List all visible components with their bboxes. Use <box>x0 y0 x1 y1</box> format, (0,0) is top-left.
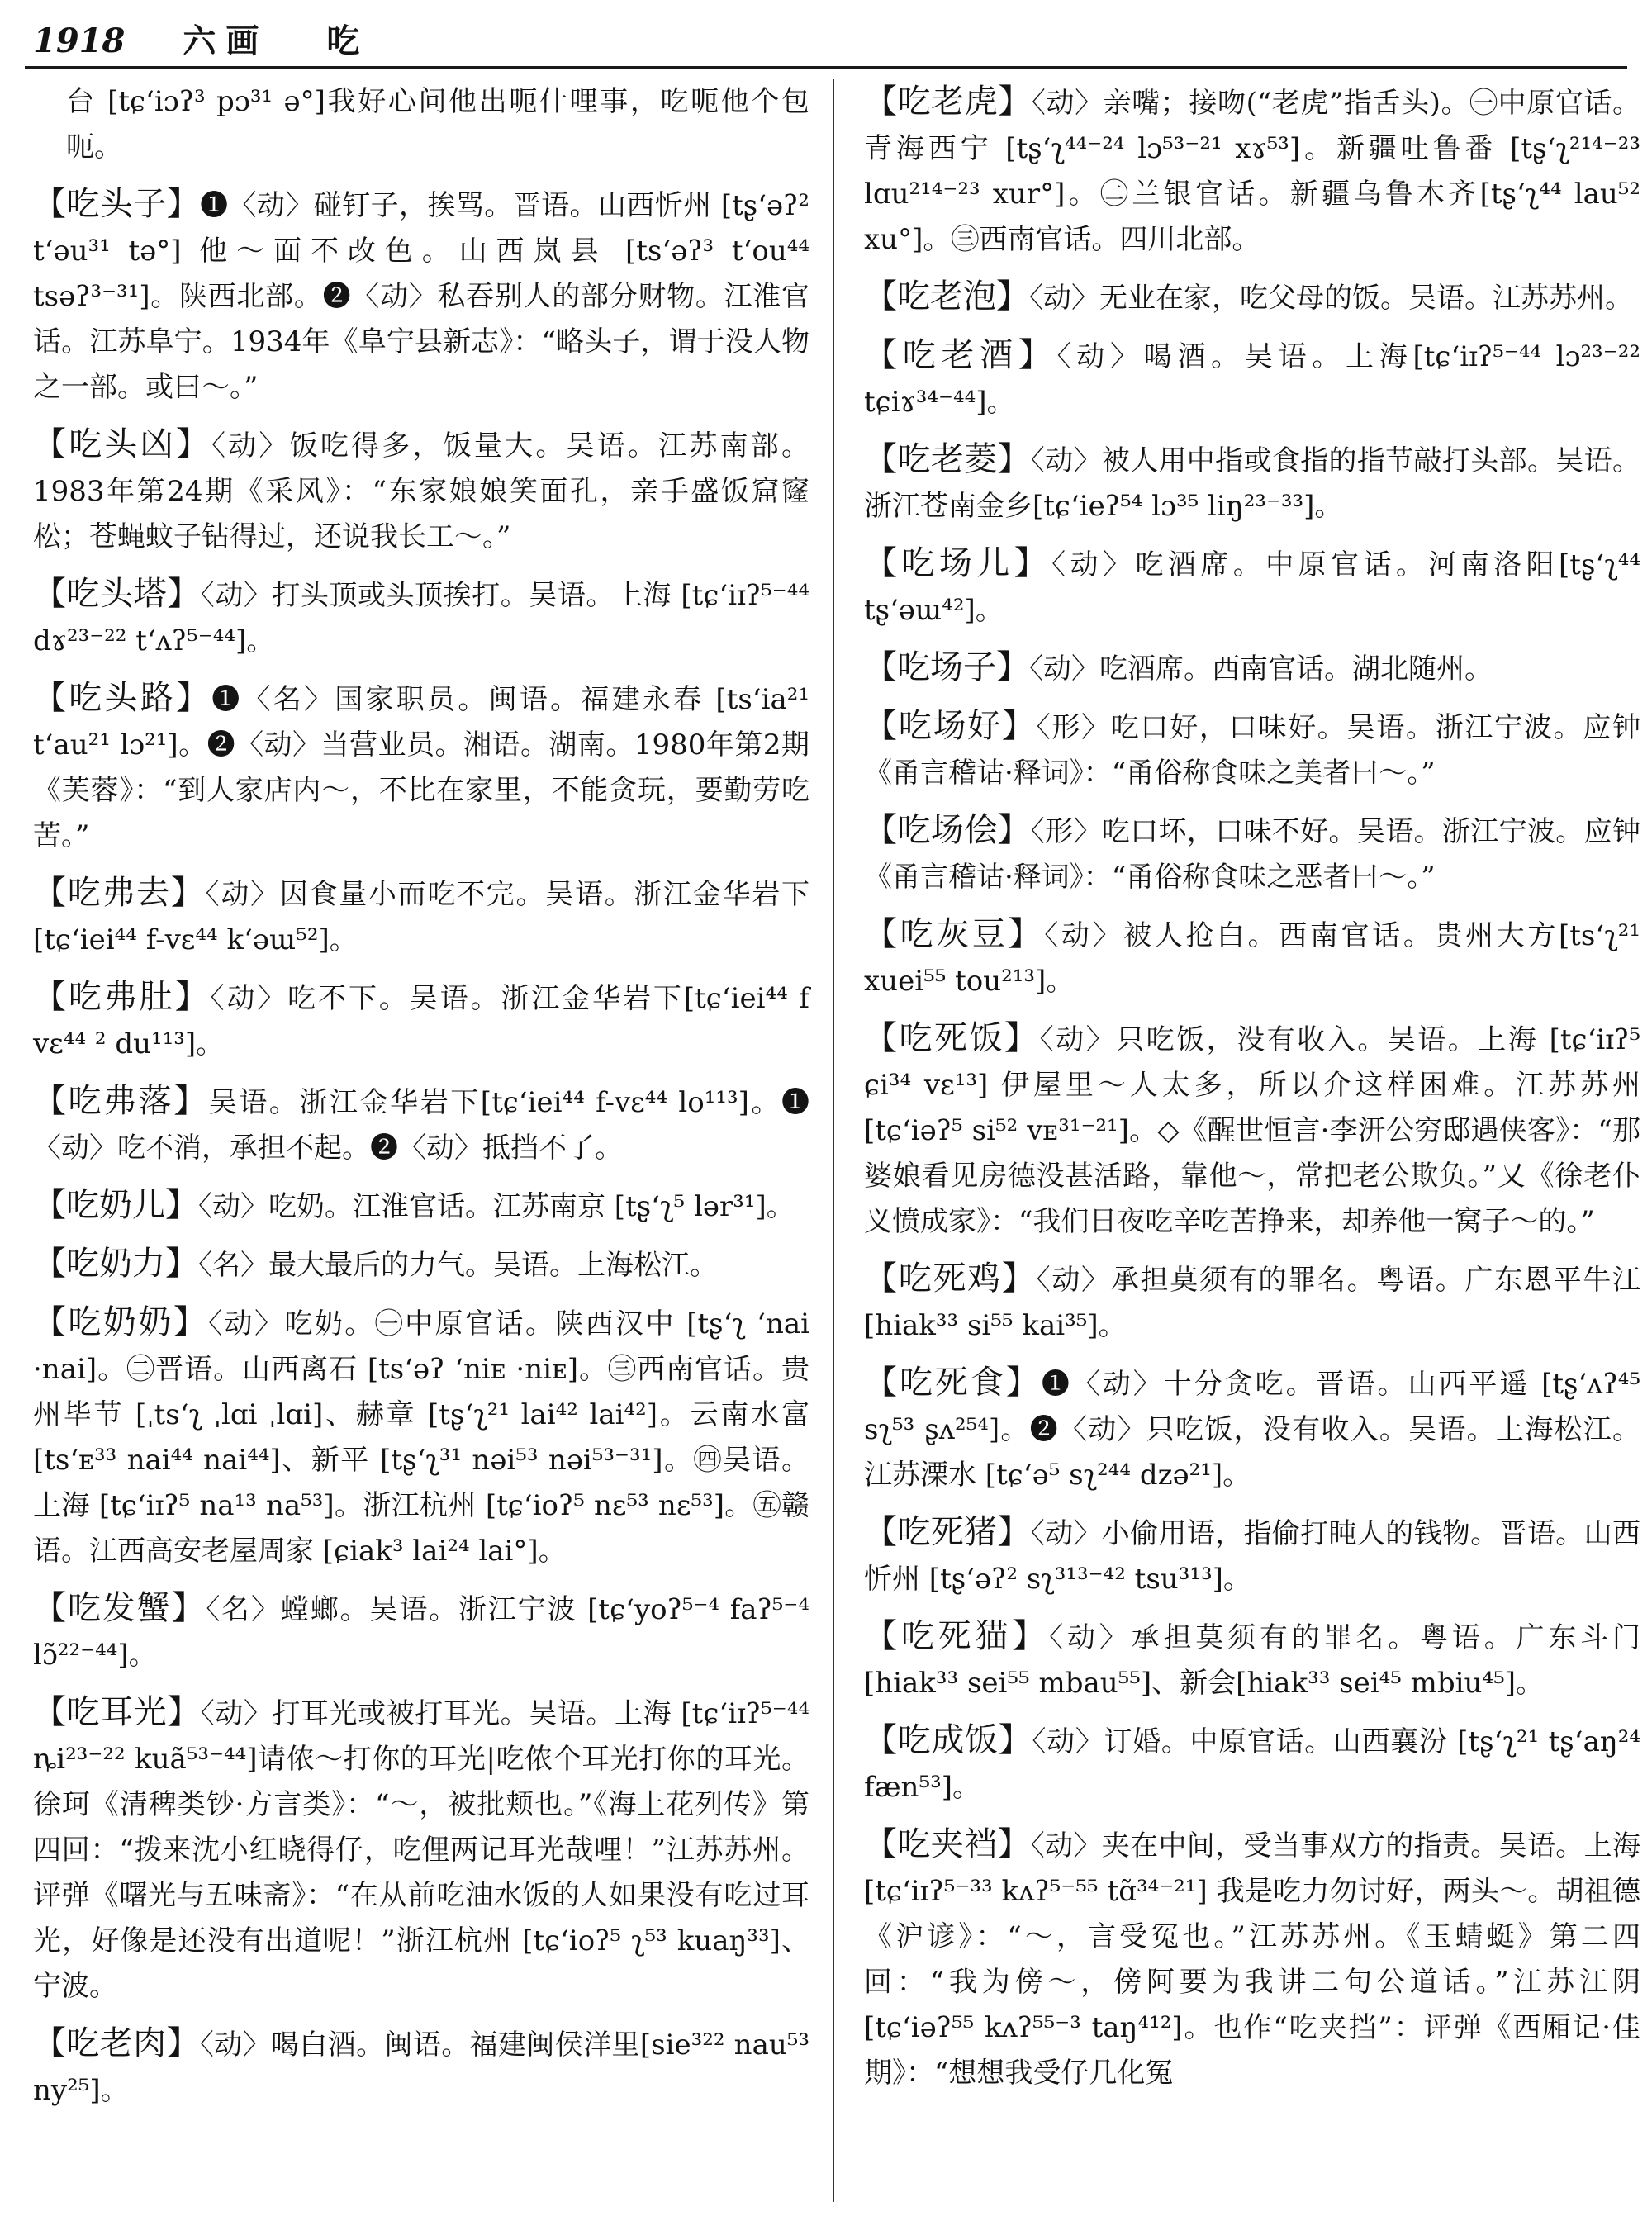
entry-definition: 〈动〉亲嘴；接吻(“老虎”指舌头)。㊀中原官话。青海西宁 [tʂʻʅ⁴⁴⁻²⁴ lɔ⁵³⁻²¹ xɤ⁵³]。新疆吐鲁番 [tʂʻʅ²¹⁴⁻²³ lɑu²¹⁴⁻²³ xur°]。㊁兰银官话。新疆乌鲁木齐[tʂʻʅ⁴⁴ lau⁵² xu°]。㊂西南官话。四川北部。 <box>864 87 1641 256</box>
entry-headword: 【吃头路】 <box>33 679 212 717</box>
entry-definition: 〈动〉承担莫须有的罪名。粤语。广东恩平牛江 [hiak³³ si⁵⁵ kai³⁵]。 <box>864 1264 1641 1342</box>
dictionary-entry <box>864 704 1640 796</box>
entry-headword: 【吃死食】 <box>864 1364 1042 1402</box>
entry-definition: 〈名〉最大最后的力气。吴语。上海松江。 <box>198 1249 718 1282</box>
entry-definition: 〈动〉喝酒。吴语。上海[tɕʻiɪʔ⁵⁻⁴⁴ lɔ²³⁻²² tɕiɤ³⁴⁻⁴⁴]。 <box>864 340 1640 419</box>
entry-headword: 【吃场好】 <box>864 707 1037 745</box>
left-entries <box>33 182 809 2114</box>
entry-definition: 〈动〉被人用中指或食指的指节敲打头部。吴语。浙江苍南金乡[tɕʻieʔ⁵⁴ lɔ³⁵ liŋ²³⁻³³]。 <box>864 444 1641 523</box>
dictionary-entry <box>33 676 809 859</box>
entry-definition: ❶〈动〉十分贪吃。晋语。山西平遥 [tʂʻʌʔ⁴⁵ sʅ⁵³ ʂʌ²⁵⁴]。❷〈动〉只吃饭，没有收入。吴语。上海松江。江苏溧水 [tɕʻə⁵ sʅ²⁴⁴ dzə²¹]。 <box>864 1368 1640 1492</box>
entry-headword: 【吃场子】 <box>864 648 1029 686</box>
entry-definition: 〈动〉饭吃得多，饭量大。吴语。江苏南部。1983年第24期《采风》：“东家娘娘笑面孔，亲手盛饭窟窿松；苍蝇蚊子钻得过，还说我长工～。” <box>33 429 810 553</box>
dictionary-entry <box>864 541 1640 633</box>
entry-definition: 〈形〉吃口坏，口味不好。吴语。浙江宁波。应钟《甬言稽诂·释词》：“甬俗称食味之恶者曰～。” <box>864 815 1641 894</box>
dictionary-entry <box>33 2021 809 2114</box>
header-character: 吃 <box>326 21 360 60</box>
entry-headword: 【吃死猪】 <box>864 1513 1031 1551</box>
dictionary-entry <box>864 912 1640 1004</box>
dictionary-entry <box>33 871 809 963</box>
entry-headword: 【吃夹裆】 <box>864 1825 1031 1863</box>
dictionary-entry <box>864 333 1640 425</box>
entry-definition: 〈动〉吃酒席。中原官话。河南洛阳[tʂʻʅ⁴⁴ tʂʻəɯ⁴²]。 <box>864 548 1641 627</box>
entry-definition: 〈动〉只吃饭，没有收入。吴语。上海 [tɕʻiɪʔ⁵ ɕi³⁴ vɛ¹³] 伊屋里～人太多，所以介这样困难。江苏苏州 [tɕʻiəʔ⁵ si⁵² vᴇ³¹⁻²¹]。◇《醒世恒言·李汧公穷邸遇侠客》：“那婆娘看见房德没甚活路，靠他～，常把老公欺负。”又《徐老仆义愤成家》：“我们日夜吃辛吃苦挣来，却养他一窝子～的。” <box>864 1023 1641 1238</box>
entry-headword: 【吃老泡】 <box>864 278 1029 316</box>
dictionary-entry <box>33 422 809 560</box>
dictionary-entry <box>33 572 809 664</box>
dictionary-entry <box>33 1300 809 1574</box>
dictionary-entry <box>33 975 809 1067</box>
dictionary-entry <box>864 79 1640 263</box>
left-column <box>33 79 809 2125</box>
entry-headword: 【吃死饭】 <box>864 1019 1040 1057</box>
entry-definition: 〈动〉夹在中间，受当事双方的指责。吴语。上海 [tɕʻiɪʔ⁵⁻³³ kʌʔ⁵⁻⁵⁵ tɑ̃³⁴⁻²¹] 我是吃力勿讨好，两头～。胡祖德《沪谚》：“～，言受冤也。”江苏苏州。《玉蜻蜓》第二四回：“我为傍～，傍阿要为我讲二句公道话。”江苏江阴 [tɕʻiəʔ⁵⁵ kʌʔ⁵⁵⁻³ taŋ⁴¹²]。也作“吃夹挡”：评弹《西厢记·佳期》：“想想我受仔几化冤 <box>864 1829 1641 2090</box>
dictionary-entry <box>864 808 1640 900</box>
entry-headword: 【吃奶奶】 <box>33 1303 209 1341</box>
entry-headword: 【吃老肉】 <box>33 2024 200 2062</box>
entry-definition: 〈动〉小偷用语，指偷打盹人的钱物。晋语。山西忻州 [tʂʻəʔ² sʅ³¹³⁻⁴² tsu³¹³]。 <box>864 1517 1641 1596</box>
entry-headword: 【吃老菱】 <box>864 440 1031 478</box>
dictionary-entry <box>864 1614 1640 1706</box>
entry-definition: 〈动〉吃奶。㊀中原官话。陕西汉中 [tʂʻʅ ʻnai ·nai]。㊁晋语。山西离石 [tsʻəʔ ʻniᴇ ·niᴇ]。㊂西南官话。贵州毕节 [ˌtsʻʅ ˌlɑi ˌlɑi]、赫章 [tʂʻʅ²¹ lai⁴² lai⁴²]。云南水富[tsʻᴇ³³ nai⁴⁴ nai⁴⁴]、新平 [tʂʻʅ³¹ nəi⁵³ nəi⁵³⁻³¹]。㊃吴语。上海 [tɕʻiɪʔ⁵ na¹³ na⁵³]。浙江杭州 [tɕʻioʔ⁵ nɛ⁵³ nɛ⁵³]。㊄赣语。江西高安老屋周家 [ɕiak³ lai²⁴ lai°]。 <box>33 1307 810 1568</box>
entry-definition: ❶〈动〉碰钉子，挨骂。晋语。山西忻州 [tʂʻəʔ² tʻəu³¹ tə°] 他～面不改色。山西岚县 [tsʻəʔ³ tʻou⁴⁴ tsəʔ³⁻³¹]。陕西北部。❷〈动〉私吞别人的部分财物。江淮官话。江苏阜宁。1934年《阜宁县新志》：“略头子，谓于没人物之一部。或曰～。” <box>33 189 809 404</box>
entry-headword: 【吃成饭】 <box>864 1721 1032 1759</box>
entry-headword: 【吃奶力】 <box>33 1245 198 1283</box>
entry-headword: 【吃弗去】 <box>33 874 206 912</box>
dictionary-entry <box>33 1079 809 1171</box>
entry-headword: 【吃发蟹】 <box>33 1589 206 1627</box>
dictionary-entry <box>864 1510 1640 1602</box>
entry-definition: 〈动〉吃不下。吴语。浙江金华岩下[tɕʻiei⁴⁴ f vɛ⁴⁴ ² du¹¹³]。 <box>33 982 810 1060</box>
dictionary-entry <box>33 1690 809 2009</box>
entry-headword: 【吃奶儿】 <box>33 1186 198 1224</box>
entry-definition: 〈动〉吃奶。江淮官话。江苏南京 [tʂʻʅ⁵ lər³¹]。 <box>198 1190 795 1223</box>
entry-headword: 【吃老虎】 <box>864 83 1032 121</box>
dictionary-entry <box>864 1822 1640 2096</box>
entry-headword: 【吃场儿】 <box>864 544 1052 582</box>
entry-definition: ❶〈名〉国家职员。闽语。福建永春 [tsʻia²¹ tʻau²¹ lɔ²¹]。❷〈动〉当营业员。湘语。湖南。1980年第2期《芙蓉》：“到人家店内～，不比在家里，不能贪玩，要勤劳吃苦。” <box>33 683 809 852</box>
entry-definition: 〈形〉吃口好，口味好。吴语。浙江宁波。应钟《甬言稽诂·释词》：“甬俗称食味之美者曰～。” <box>864 711 1641 790</box>
entry-headword: 【吃死猫】 <box>864 1617 1050 1655</box>
entry-headword: 【吃耳光】 <box>33 1693 201 1731</box>
entry-definition: 〈名〉螳螂。吴语。浙江宁波 [tɕʻyoʔ⁵⁻⁴ faʔ⁵⁻⁴ lɔ̃²²⁻⁴⁴]。 <box>33 1593 810 1672</box>
right-entries <box>864 79 1640 2096</box>
entry-definition: 〈动〉打头顶或头顶挨打。吴语。上海 [tɕʻiɪʔ⁵⁻⁴⁴ dɤ²³⁻²² tʻʌʔ⁵⁻⁴⁴]。 <box>33 579 810 657</box>
entry-headword: 【吃头塔】 <box>33 575 201 613</box>
dictionary-entry <box>864 437 1640 529</box>
dictionary-entry <box>864 1718 1640 1810</box>
header-rule <box>25 66 1627 69</box>
entry-definition: 〈动〉喝白酒。闽语。福建闽侯洋里[sie³²² nau⁵³ ny²⁵]。 <box>33 2028 810 2107</box>
entry-definition: 〈动〉承担莫须有的罪名。粤语。广东斗门 [hiak³³ sei⁵⁵ mbau⁵⁵]、新会[hiak³³ sei⁴⁵ mbiu⁴⁵]。 <box>864 1621 1641 1700</box>
dictionary-entry <box>864 645 1640 692</box>
entry-headword: 【吃老酒】 <box>864 336 1057 374</box>
page-header <box>33 15 359 62</box>
entry-definition: 〈动〉订婚。中原官话。山西襄汾 [tʂʻʅ²¹ tʂʻaŋ²⁴ fæn⁵³]。 <box>864 1725 1640 1804</box>
dictionary-entry <box>864 1360 1640 1498</box>
entry-definition: 〈动〉被人抢白。西南官话。贵州大方[tsʻʅ²¹ xuei⁵⁵ tou²¹³]。 <box>864 919 1640 998</box>
entry-headword: 【吃头凶】 <box>33 425 212 463</box>
dictionary-entry <box>864 1016 1640 1245</box>
entry-headword: 【吃弗落】 <box>33 1082 209 1120</box>
dictionary-entry <box>33 1241 809 1288</box>
dictionary-entry <box>33 1586 809 1678</box>
entry-definition: 〈动〉吃酒席。西南官话。湖北随州。 <box>1029 652 1493 686</box>
dictionary-entry <box>864 1256 1640 1349</box>
entry-definition: 吴语。浙江金华岩下[tɕʻiei⁴⁴ f-vɛ⁴⁴ lo¹¹³]。❶〈动〉吃不消，承担不起。❷〈动〉抵挡不了。 <box>33 1086 810 1165</box>
continuation-text: 台 [tɕʻiɔʔ³ pɔ³¹ ə°]我好心问他出呃什哩事，吃呃他个包呃。 <box>66 85 809 164</box>
entry-definition: 〈动〉无业在家，吃父母的饭。吴语。江苏苏州。 <box>1029 282 1633 315</box>
entry-headword: 【吃死鸡】 <box>864 1260 1037 1298</box>
entry-definition: 〈动〉打耳光或被打耳光。吴语。上海 [tɕʻiɪʔ⁵⁻⁴⁴ ȵi²³⁻²² kuã⁵³⁻⁴⁴]请侬～打你的耳光|吃侬个耳光打你的耳光。徐珂《清稗类钞·方言类》：“～，被批颊也。”《海上花列传》第四回：“拨来沈小红晓得仔，吃俚两记耳光哉哩！”江苏苏州。评弹《曙光与五味斋》：“在从前吃油水饭的人如果没有吃过耳光，好像是还没有出道呢！”浙江杭州 [tɕʻioʔ⁵ ʅ⁵³ kuaŋ³³]、宁波。 <box>33 1697 810 2003</box>
entry-headword: 【吃头子】 <box>33 185 201 223</box>
section-label: 六画 <box>183 21 269 60</box>
dictionary-entry <box>33 182 809 410</box>
entry-headword: 【吃弗肚】 <box>33 978 211 1016</box>
column-divider <box>833 79 834 2202</box>
page-number: 1918 <box>33 21 126 60</box>
dictionary-entry <box>864 274 1640 321</box>
entry-headword: 【吃灰豆】 <box>864 915 1045 953</box>
right-column <box>864 79 1640 2108</box>
dictionary-entry <box>33 1183 809 1230</box>
entry-definition: 〈动〉因食量小而吃不完。吴语。浙江金华岩下 [tɕʻiei⁴⁴ f-vɛ⁴⁴ kʻəɯ⁵²]。 <box>33 878 810 956</box>
entry-headword: 【吃场侩】 <box>864 811 1031 849</box>
